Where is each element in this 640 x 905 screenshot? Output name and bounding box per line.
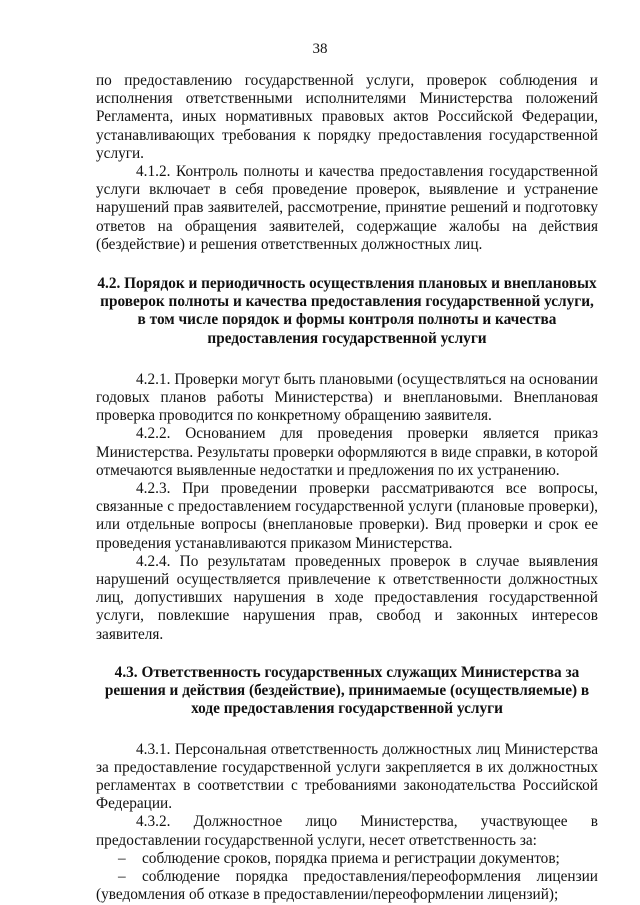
page-number: 38 bbox=[312, 41, 328, 57]
paragraph-4-2-2: 4.2.2. Основанием для проведения проверки является приказ Министерства. Результаты проверки оформляются в виде справки, в которой отмечаются выявленные недостатки и предложения по их устранению. bbox=[96, 425, 598, 479]
document-body bbox=[96, 72, 598, 904]
paragraph-4-2-1: 4.2.1. Проверки могут быть плановыми (осуществляться на основании годовых планов работы Министерства) и внеплановыми. Внеплановая проверка проводится по конкретному обращению заявителя. bbox=[96, 370, 598, 425]
list-item bbox=[96, 850, 598, 868]
dash-marker: – bbox=[118, 867, 126, 885]
paragraph-4-1-2: 4.1.2. Контроль полноты и качества предоставления государственной услуги включает в себя проведение проверок, выявление и устранение нарушений прав заявителей, рассмотрение, принятие решений и подготовку ответов на обращения заявителей, содержащие жалобы на действия (бездействие) и решения ответственных должностных лиц. bbox=[96, 163, 598, 253]
paragraph-continuation: по предоставлению государственной услуги, проверок соблюдения и исполнения ответственными исполнителями Министерства положений Регламента, иных нормативных правовых актов Российской Федерации, устанавливающих требования к порядку предоставления государственной услуги. bbox=[96, 72, 598, 162]
section-heading-4-2: 4.2. Порядок и периодичность осуществления плановых и внеплановых проверок полноты и качества предоставления государственной услуги, в том числе порядок и формы контроля полноты и качества предоставления государственной услуги bbox=[97, 275, 597, 347]
paragraph-4-2-3: 4.2.3. При проведении проверки рассматриваются все вопросы, связанные с предоставлением государственной услуги (плановые проверки), или отдельные вопросы (внеплановые проверки). Вид проверки и срок ее проведения устанавливаются приказом Министерства. bbox=[96, 480, 598, 552]
paragraph-4-2-4: 4.2.4. По результатам проведенных проверок в случае выявления нарушений осуществляется привлечение к ответственности должностных лиц, допустивших нарушения в ходе предоставления государственной услуги, повлекшие нарушения прав, свобод и законных интересов заявителя. bbox=[96, 552, 598, 643]
section-heading-4-3: 4.3. Ответственность государственных служащих Министерства за решения и действия (бездействие), принимаемые (осуществляемые) в ходе предоставления государственной услуги bbox=[104, 663, 590, 718]
list-item bbox=[96, 868, 598, 904]
list-item-text: соблюдение сроков, порядка приема и регистрации документов; bbox=[142, 849, 560, 867]
dash-marker: – bbox=[118, 849, 126, 867]
paragraph-4-3-2: 4.3.2. Должностное лицо Министерства, участвующее в предоставлении государственной услуги, несет ответственность за: bbox=[96, 813, 598, 849]
list-item-text: соблюдение порядка предоставления/переоформления лицензии (уведомления об отказе в предоставлении/переоформлении лицензий); bbox=[96, 867, 598, 904]
paragraph-4-3-1: 4.3.1. Персональная ответственность должностных лиц Министерства за предоставление государственной услуги закрепляется в их должностных регламентах в соответствии с требованиями законодательства Российской Федерации. bbox=[96, 740, 598, 813]
